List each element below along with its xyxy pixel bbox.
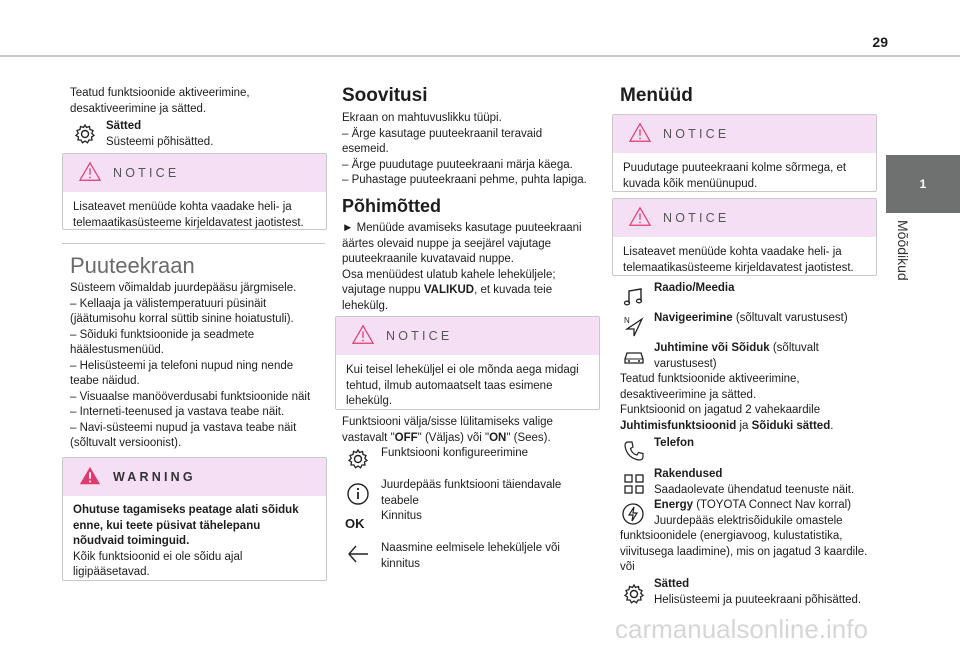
section-heading: Põhimõtted: [342, 196, 441, 216]
chapter-tab[interactable]: [886, 155, 960, 213]
warning-line: Kõik funktsioonid ei ole sõidu ajal: [73, 550, 243, 563]
notice-line: kuvada kõik menüünupud.: [623, 177, 758, 190]
touchscreen-line: – Visuaalse manööverdusabi funktsioonide näit: [70, 390, 311, 403]
section-heading: Soovitusi: [342, 85, 428, 106]
text: , et kuvada teie: [474, 284, 553, 296]
car-icon: [622, 344, 646, 368]
text: või: [620, 561, 635, 573]
warning-bold-line: Ohutuse tagamiseks peatage alati sõiduk: [73, 504, 299, 516]
warning-box: [62, 457, 327, 581]
info-text: teabele: [381, 494, 419, 507]
apps-grid-icon: [622, 472, 646, 496]
touchscreen-list: [70, 281, 330, 452]
warning-triangle-icon: [79, 465, 101, 487]
on-label: ON: [489, 431, 507, 444]
notice-line: lehekülg.: [346, 395, 393, 407]
touchscreen-line: häälestusmenüüd.: [70, 344, 164, 356]
notice-box: [612, 198, 877, 276]
notice-line: Puudutage puuteekraani kolme sõrmega, et: [623, 162, 847, 174]
configure-text: Funktsiooni konfigureerimine: [381, 447, 529, 459]
apps-desc: Saadaolevate ühendatud teenuste näit.: [654, 483, 855, 496]
notice-line: Lisateavet menüüde kohta vaadake heli- ja: [623, 246, 842, 258]
page-number: 29: [872, 34, 888, 50]
divider: [62, 243, 325, 244]
notice-label: NOTICE: [113, 166, 180, 180]
text: Sõiduki sätted: [751, 419, 831, 432]
gear-icon: [346, 447, 370, 471]
back-arrow-icon: [346, 542, 370, 566]
warning-bold-line: nõudvaid toiminguid.: [73, 535, 190, 547]
notice-label: NOTICE: [663, 127, 730, 141]
text: (sõltuvalt varustusest): [732, 312, 848, 324]
touchscreen-line: – Interneti-teenused ja vastava teabe näit.: [70, 406, 285, 418]
principle-line: puuteekraanile kuvatavaid nuppe.: [342, 253, 514, 265]
warning-triangle-icon: [79, 161, 101, 183]
notice-line: telemaatikasüsteeme kirjeldavatest jaotistest.: [623, 261, 854, 274]
text: funktsioonidele (energiavoog, kulustatistika,: [620, 530, 843, 542]
principles-text: [342, 221, 604, 314]
warning-triangle-icon: [352, 324, 374, 346]
intro-line: desaktiveerimine ja sätted.: [70, 102, 207, 115]
text: " (Väljas) või ": [417, 431, 490, 444]
music-note-icon: [622, 285, 646, 309]
settings-title: Sätted: [106, 120, 142, 132]
column-1: [70, 86, 330, 117]
touchscreen-line: (sõltuvalt versioonist).: [70, 437, 182, 449]
recommendation-line: – Ärge kasutage puuteekraanil teravaid: [342, 127, 543, 140]
phone-icon: [622, 439, 646, 463]
settings-title: Sätted: [654, 578, 690, 590]
ok-text: Kinnitus: [381, 510, 422, 522]
toggle-text: [342, 415, 604, 446]
phone-label: Telefon: [654, 437, 695, 449]
recommendations-list: [342, 111, 602, 189]
recommendation-line: esemeid.: [342, 143, 389, 155]
radio-media-label: Raadio/Meedia: [654, 282, 735, 294]
energy-label: Energy: [654, 499, 693, 511]
text: vajutage nuppu: [342, 284, 424, 296]
notice-line: telemaatikasüsteeme kirjeldavatest jaotistest.: [73, 216, 304, 229]
energy-bolt-icon: [621, 502, 645, 526]
watermark: carmanualsonline.info: [615, 614, 868, 644]
text: Juurdepääs elektrisõidukile omastele: [654, 514, 843, 527]
notice-line: Kui teisel leheküljel ei ole mõnda aega midagi: [346, 364, 579, 376]
notice-label: NOTICE: [386, 329, 453, 343]
notice-box: [612, 114, 877, 192]
warning-triangle-icon: [629, 206, 651, 228]
text: ja: [736, 419, 752, 432]
back-text: Naasmine eelmisele leheküljele või: [381, 542, 560, 554]
notice-line: Lisateavet menüüde kohta vaadake heli- ja: [73, 201, 292, 213]
settings-desc: Süsteemi põhisätted.: [106, 135, 214, 148]
notice-label: NOTICE: [663, 211, 730, 225]
text: viivitusega laadimine), mis on jagatud 3 kaardile.: [620, 545, 868, 558]
text: desaktiveerimine ja sätted.: [620, 388, 757, 401]
warning-line: ligipääsetavad.: [73, 566, 150, 578]
options-label: VALIKUD: [423, 284, 475, 296]
info-text: Juurdepääs funktsiooni täiendavale: [381, 479, 562, 491]
text: lehekülg.: [342, 299, 389, 312]
text: Juhtimisfunktsioonid: [620, 419, 737, 432]
intro-line: Teatud funktsioonide aktiveerimine,: [70, 87, 250, 99]
header-rule: [0, 55, 960, 57]
principle-line: Osa menüüdest ulatub kahele leheküljele;: [342, 268, 556, 281]
back-text: kinnitus: [381, 557, 420, 570]
navigation-icon: [622, 314, 646, 338]
ok-icon: OK: [345, 516, 365, 531]
warning-bold-line: enne, kui teete püsivat tähelepanu: [73, 519, 261, 532]
touchscreen-line: – Navi-süsteemi nupud ja vastava teabe näit: [70, 421, 297, 434]
touchscreen-line: teabe näidud.: [70, 375, 140, 387]
recommendation-line: – Ärge puudutage puuteekraani märja käega.: [342, 158, 573, 171]
principle-line: äärtes olevaid nuppe ja seejärel vajutage: [342, 237, 552, 250]
touchscreen-line: (jäätumisohu korral süttib sinine hoiatustuli).: [70, 313, 294, 325]
text: vastavalt ": [342, 431, 395, 444]
section-heading: Menüüd: [620, 85, 693, 106]
settings-desc: Helisüsteemi ja puuteekraani põhisätted.: [654, 593, 862, 606]
touchscreen-line: – Sõiduki funktsioonide ja seadmete: [70, 328, 255, 341]
text: .: [830, 419, 834, 432]
text: (TOYOTA Connect Nav korral): [693, 499, 852, 511]
chapter-title: Mõõdikud: [895, 220, 911, 281]
gear-icon: [73, 122, 97, 146]
notice-box: [335, 316, 600, 410]
notice-line: tehtud, ilmub automaatselt taas esimene: [346, 379, 553, 392]
warning-triangle-icon: [629, 122, 651, 144]
recommendation-line: Ekraan on mahtuvuslikku tüüpi.: [342, 112, 502, 124]
touchscreen-line: – Kellaaja ja välistemperatuuri püsinäit: [70, 297, 267, 310]
text: varustusest): [654, 357, 717, 370]
text: (sõltuvalt: [769, 342, 819, 354]
gear-icon: [622, 582, 646, 606]
section-heading: Puuteekraan: [70, 253, 195, 278]
text: Funktsioonid on jagatud 2 vahekaardile: [620, 404, 821, 416]
navigation-label: Navigeerimine: [654, 312, 733, 324]
recommendation-line: – Puhastage puuteekraani pehme, puhta lapiga.: [342, 174, 587, 186]
notice-box: [62, 153, 327, 230]
info-icon: [346, 482, 370, 506]
chapter-number: 1: [919, 177, 927, 191]
principle-line: ► Menüüde avamiseks kasutage puuteekraani: [342, 222, 582, 234]
warning-label: WARNING: [113, 470, 196, 484]
text: " (Sees).: [506, 431, 551, 444]
touchscreen-line: – Helisüsteemi ja telefoni nupud ning nende: [70, 359, 294, 372]
driving-label: Juhtimine või Sõiduk: [654, 342, 770, 354]
apps-title: Rakendused: [654, 468, 723, 480]
touchscreen-line: Süsteem võimaldab juurdepääsu järgmisele.: [70, 282, 297, 294]
text: Teatud funktsioonide aktiveerimine,: [620, 373, 800, 385]
text: Funktsiooni välja/sisse lülitamiseks valige: [342, 416, 553, 428]
svg-text:N: N: [624, 316, 630, 325]
off-label: OFF: [394, 431, 418, 444]
